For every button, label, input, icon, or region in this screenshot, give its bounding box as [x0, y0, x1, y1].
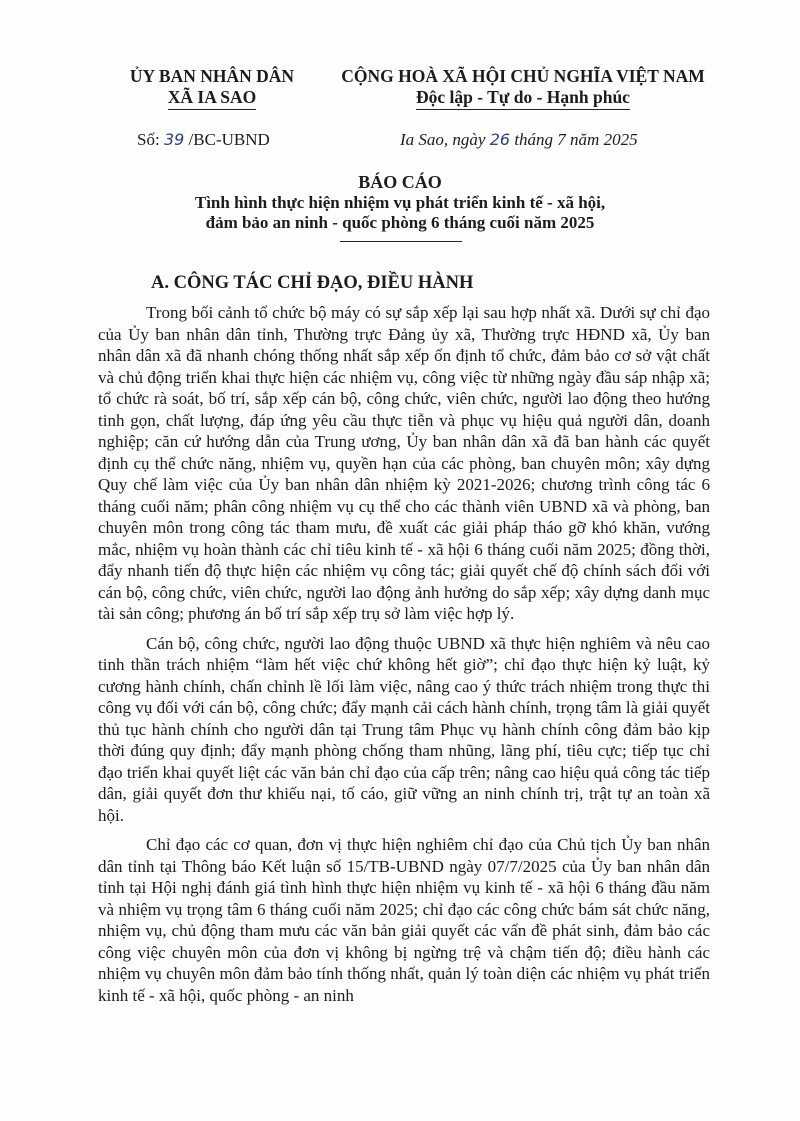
- date-suffix: tháng 7 năm 2025: [510, 130, 638, 149]
- section-heading: A. CÔNG TÁC CHỈ ĐẠO, ĐIỀU HÀNH: [151, 273, 474, 293]
- handwritten-number: 39: [163, 130, 185, 149]
- place-and-date: [400, 130, 638, 150]
- national-motto: Độc lập - Tự do - Hạnh phúc: [416, 87, 630, 110]
- national-header: [328, 66, 718, 110]
- issuing-agency: [114, 66, 310, 110]
- agency-commune: XÃ IA SAO: [168, 87, 257, 110]
- title-underline: [340, 241, 462, 242]
- document-type: BÁO CÁO: [358, 172, 442, 192]
- date-prefix: Ia Sao, ngày: [400, 130, 490, 149]
- subtitle-line-2: đảm bảo an ninh - quốc phòng 6 tháng cuối năm 2025: [205, 213, 595, 232]
- agency-name: ỦY BAN NHÂN DÂN: [129, 66, 295, 86]
- number-prefix: Số:: [137, 130, 164, 149]
- handwritten-day: 26: [489, 130, 511, 149]
- paragraph: Cán bộ, công chức, người lao động thuộc UBND xã thực hiện nghiêm và nêu cao tinh thần trách nhiệm “làm hết việc chứ không hết giờ”; chỉ đạo thực hiện kỷ luật, kỷ cương hành chính, chấn chỉnh lề lối làm việc, nâng cao ý thức trách nhiệm trong thực thi công vụ đối với cán bộ, công chức; đẩy mạnh cải cách hành chính, trọng tâm là giải quyết thủ tục hành chính cho người dân tại Trung tâm Phục vụ hành chính công đảm bảo kịp thời đúng quy định; đẩy mạnh phòng chống tham nhũng, lãng phí, tiêu cực; tiếp tục chỉ đạo triển khai quyết liệt các văn bản chỉ đạo của cấp trên; nâng cao hiệu quả công tác tiếp dân, giải quyết đơn thư khiếu nại, tố cáo, giữ vững an ninh chính trị, trật tự an toàn xã hội.: [98, 633, 710, 825]
- number-suffix: /BC-UBND: [184, 130, 270, 149]
- paragraph: Chỉ đạo các cơ quan, đơn vị thực hiện nghiêm chỉ đạo của Chủ tịch Ủy ban nhân dân tỉnh tại Thông báo Kết luận số 15/TB-UBND ngày 07/7/2025 của Ủy ban nhân dân tỉnh tại Hội nghị đánh giá tình hình thực hiện nhiệm vụ kinh tế - xã hội 6 tháng đầu năm và nhiệm vụ trọng tâm 6 tháng cuối năm 2025; chỉ đạo các công chức bám sát chức năng, nhiệm vụ, chủ động tham mưu các văn bản giải quyết các vấn đề phát sinh, đảm bảo các công việc chuyên môn của đơn vị không bị ngừng trệ và chậm tiến độ; điều hành các nhiệm vụ chuyên môn đảm bảo tính thống nhất, quản lý toàn diện các nhiệm vụ phát triển kinh tế - xã hội, quốc phòng - an ninh: [98, 835, 710, 1005]
- body-text: [98, 302, 710, 1014]
- nation-name: CỘNG HOÀ XÃ HỘI CHỦ NGHĨA VIỆT NAM: [341, 66, 705, 86]
- subtitle-line-1: Tình hình thực hiện nhiệm vụ phát triển kinh tế - xã hội,: [194, 193, 606, 212]
- document-title: [150, 171, 650, 233]
- document-number: [137, 130, 270, 150]
- paragraph: Trong bối cảnh tổ chức bộ máy có sự sắp xếp lại sau hợp nhất xã. Dưới sự chỉ đạo của Ủy ban nhân dân tỉnh, Thường trực Đảng ủy xã, Thường trực HĐND xã, Ủy ban nhân dân xã đã nhanh chóng thống nhất sắp xếp ổn định tổ chức, đảm bảo cơ sở vật chất và chủ động triển khai thực hiện các nhiệm vụ, công việc từ những ngày đầu sáp nhập xã; tổ chức rà soát, bố trí, sắp xếp cán bộ, công chức, viên chức, người lao động theo hướng tinh gọn, chất lượng, đáp ứng yêu cầu thực tiễn và phục vụ hiệu quả người dân, doanh nghiệp; căn cứ hướng dẫn của Trung ương, Ủy ban nhân dân xã đã ban hành các quyết định cụ thể chức năng, nhiệm vụ, quyền hạn của các phòng, ban chuyên môn; xây dựng Quy chế làm việc của Ủy ban nhân dân nhiệm kỳ 2021-2026; chương trình công tác 6 tháng cuối năm; phân công nhiệm vụ cụ thể cho các thành viên UBND xã và phòng, ban chuyên môn trong công tác tham mưu, đề xuất các giải pháp tháo gỡ khó khăn, vướng mắc, nhiệm vụ hoàn thành các chỉ tiêu kinh tế - xã hội 6 tháng cuối năm 2025; đồng thời, đẩy nhanh tiến độ thực hiện các nhiệm vụ công tác; giải quyết chế độ chính sách đối với cán bộ, công chức, viên chức, người lao động ảnh hưởng do sắp xếp; xây dựng danh mục tài sản công; phương án bố trí sắp xếp trụ sở làm việc hợp lý.: [98, 303, 710, 623]
